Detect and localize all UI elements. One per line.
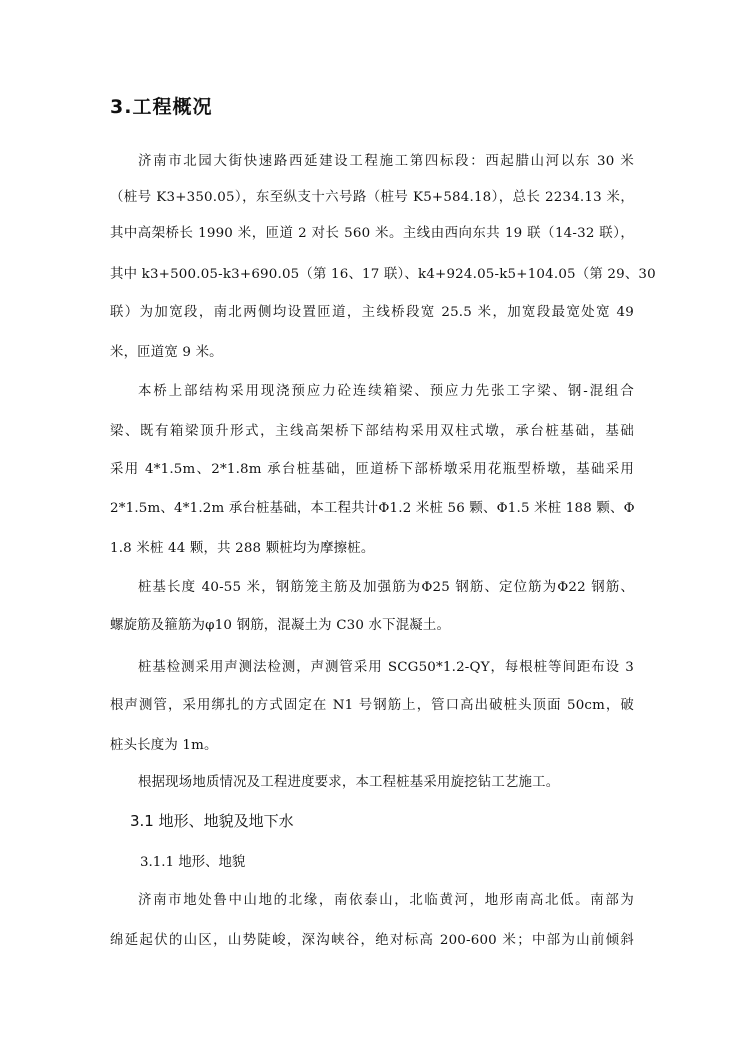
paragraph-line: 桩头长度为 1m。 <box>110 738 218 753</box>
paragraph-line: 联）为加宽段，南北两侧均设置匝道，主线桥段宽 25.5 米，加宽段最宽处宽 49 <box>110 305 634 320</box>
paragraph-line: 2*1.5m、4*1.2m 承台桩基础，本工程共计Φ1.2 米桩 56 颗、Φ1.5 米桩 188 颗、Φ <box>110 501 635 516</box>
paragraph-line: 济南市地处鲁中山地的北缘，南依泰山，北临黄河，地形南高北低。南部为 <box>138 893 634 908</box>
paragraph-line: 本桥上部结构采用现浇预应力砼连续箱梁、预应力先张工字梁、钢-混组合 <box>138 384 634 399</box>
paragraph-line: （桩号 K3+350.05），东至纵支十六号路（桩号 K5+584.18），总长 2234.13 米， <box>110 190 634 205</box>
paragraph-line: 采用 4*1.5m、2*1.8m 承台桩基础，匝道桥下部桥墩采用花瓶型桥墩，基础采用 <box>110 462 634 477</box>
subsection-heading: 3.1 地形、地貌及地下水 <box>130 812 294 830</box>
paragraph-line: 其中高架桥长 1990 米，匝道 2 对长 560 米。主线由西向东共 19 联（14-32 联）， <box>110 226 634 241</box>
paragraph-line: 1.8 米桩 44 颗，共 288 颗桩均为摩擦桩。 <box>110 541 375 556</box>
paragraph-line: 济南市北园大街快速路西延建设工程施工第四标段：西起腊山河以东 30 米 <box>138 154 634 169</box>
section-heading: 3.工程概况 <box>110 96 213 118</box>
paragraph-line: 根声测管，采用绑扎的方式固定在 N1 号钢筋上，管口高出破桩头顶面 50cm，破 <box>110 698 634 713</box>
paragraph-line: 根据现场地质情况及工程进度要求，本工程桩基采用旋挖钻工艺施工。 <box>138 775 560 790</box>
paragraph-line: 桩基检测采用声测法检测，声测管采用 SCG50*1.2-QY，每根桩等间距布设 3 <box>138 660 634 675</box>
paragraph-line: 梁、既有箱梁顶升形式，主线高架桥下部结构采用双柱式墩，承台桩基础，基础 <box>110 424 634 439</box>
paragraph-line: 绵延起伏的山区，山势陡峻，深沟峡谷，绝对标高 200-600 米；中部为山前倾斜 <box>110 933 634 948</box>
paragraph-line: 米，匝道宽 9 米。 <box>110 345 223 360</box>
subsubsection-heading: 3.1.1 地形、地貌 <box>140 855 246 870</box>
paragraph-line: 螺旋筋及箍筋为φ10 钢筋，混凝土为 C30 水下混凝土。 <box>110 618 451 633</box>
paragraph-line: 桩基长度 40-55 米，钢筋笼主筋及加强筋为Φ25 钢筋、定位筋为Φ22 钢筋、 <box>138 580 634 595</box>
paragraph-line: 其中 k3+500.05-k3+690.05（第 16、17 联）、k4+924.05-k5+104.05（第 29、30 <box>110 267 656 282</box>
